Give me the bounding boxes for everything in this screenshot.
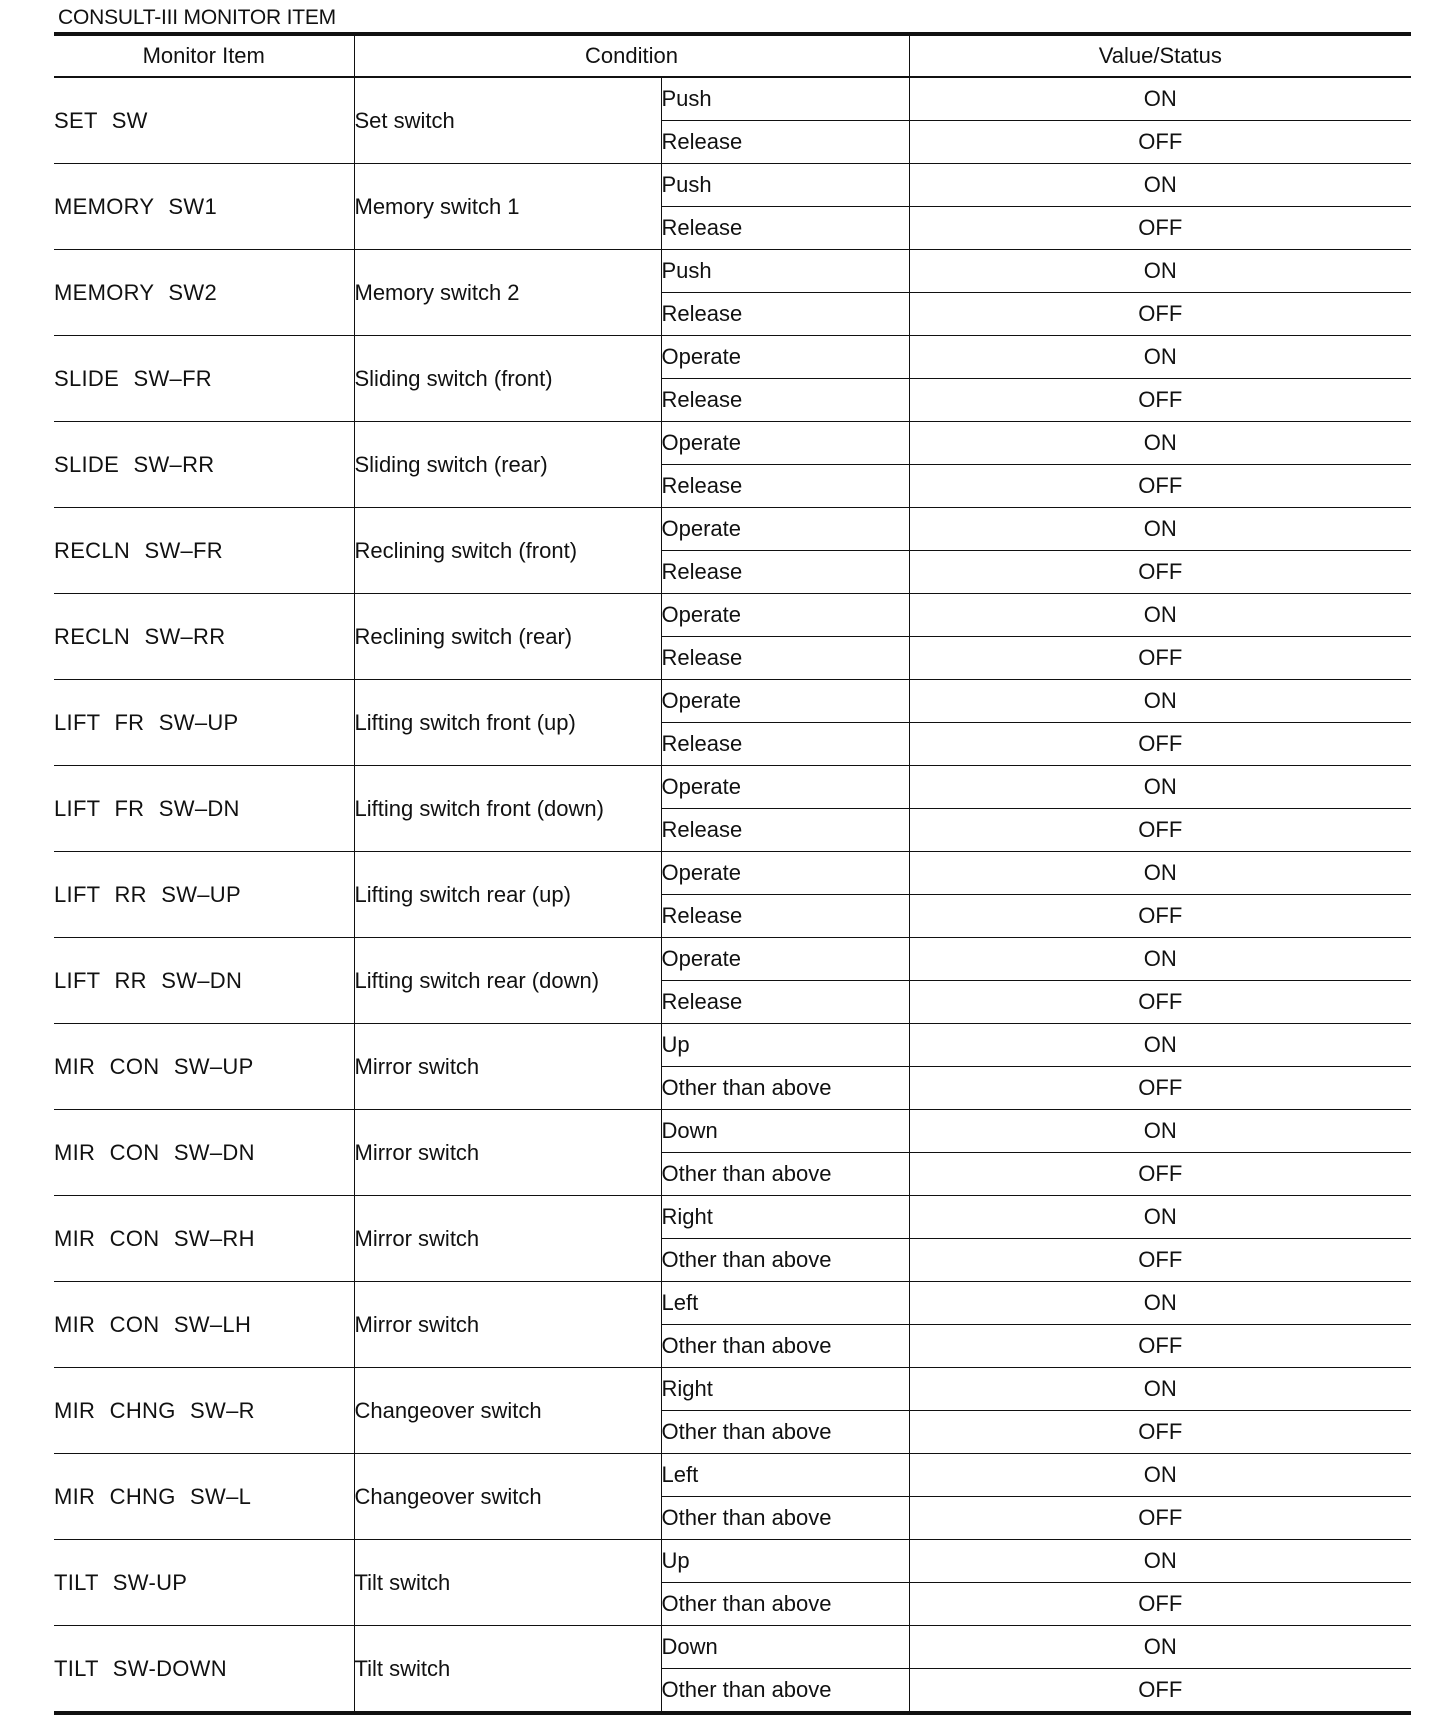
condition-state-cell: Release — [661, 293, 909, 336]
condition-state-cell: Operate — [661, 594, 909, 637]
condition-state-cell: Release — [661, 207, 909, 250]
table-row — [54, 422, 1411, 465]
monitor-item-cell: SLIDE SW–FR — [54, 336, 354, 422]
header-condition: Condition — [354, 34, 909, 77]
condition-state-cell: Other than above — [661, 1497, 909, 1540]
value-status-cell: ON — [909, 336, 1411, 379]
document-title: CONSULT-III MONITOR ITEM — [58, 6, 336, 29]
condition-state-cell: Release — [661, 121, 909, 164]
value-status-cell: ON — [909, 680, 1411, 723]
value-status-cell: ON — [909, 1626, 1411, 1669]
table-row — [54, 77, 1411, 121]
condition-state-cell: Other than above — [661, 1583, 909, 1626]
condition-state-cell: Release — [661, 465, 909, 508]
table-row — [54, 938, 1411, 981]
value-status-cell: OFF — [909, 723, 1411, 766]
table-row — [54, 336, 1411, 379]
monitor-item-cell: LIFT FR SW–UP — [54, 680, 354, 766]
value-status-cell: OFF — [909, 1239, 1411, 1282]
monitor-item-cell: LIFT RR SW–UP — [54, 852, 354, 938]
condition-cell: Memory switch 1 — [354, 164, 661, 250]
value-status-cell: ON — [909, 852, 1411, 895]
condition-cell: Changeover switch — [354, 1368, 661, 1454]
condition-state-cell: Right — [661, 1368, 909, 1411]
condition-state-cell: Release — [661, 981, 909, 1024]
condition-cell: Mirror switch — [354, 1024, 661, 1110]
value-status-cell: OFF — [909, 121, 1411, 164]
condition-state-cell: Release — [661, 723, 909, 766]
value-status-cell: ON — [909, 508, 1411, 551]
value-status-cell: ON — [909, 250, 1411, 293]
table-row — [54, 594, 1411, 637]
condition-cell: Reclining switch (front) — [354, 508, 661, 594]
condition-cell: Lifting switch rear (down) — [354, 938, 661, 1024]
header-monitor-item: Monitor Item — [54, 34, 354, 77]
condition-cell: Sliding switch (front) — [354, 336, 661, 422]
value-status-cell: OFF — [909, 207, 1411, 250]
condition-state-cell: Release — [661, 551, 909, 594]
condition-cell: Tilt switch — [354, 1626, 661, 1714]
table-body — [54, 77, 1411, 1713]
monitor-item-cell: LIFT FR SW–DN — [54, 766, 354, 852]
condition-cell: Lifting switch rear (up) — [354, 852, 661, 938]
value-status-cell: OFF — [909, 809, 1411, 852]
monitor-item-cell: MIR CON SW–UP — [54, 1024, 354, 1110]
monitor-item-cell: MIR CON SW–DN — [54, 1110, 354, 1196]
condition-state-cell: Up — [661, 1540, 909, 1583]
value-status-cell: ON — [909, 1368, 1411, 1411]
header-value-status: Value/Status — [909, 34, 1411, 77]
condition-cell: Tilt switch — [354, 1540, 661, 1626]
table-row — [54, 1454, 1411, 1497]
monitor-item-cell: SLIDE SW–RR — [54, 422, 354, 508]
condition-cell: Mirror switch — [354, 1196, 661, 1282]
monitor-item-cell: MIR CON SW–RH — [54, 1196, 354, 1282]
monitor-item-cell: MIR CHNG SW–R — [54, 1368, 354, 1454]
value-status-cell: ON — [909, 1540, 1411, 1583]
condition-cell: Lifting switch front (up) — [354, 680, 661, 766]
condition-state-cell: Release — [661, 637, 909, 680]
monitor-item-cell: MIR CON SW–LH — [54, 1282, 354, 1368]
value-status-cell: OFF — [909, 551, 1411, 594]
table-row — [54, 1282, 1411, 1325]
value-status-cell: OFF — [909, 1497, 1411, 1540]
table-row — [54, 1540, 1411, 1583]
condition-cell: Memory switch 2 — [354, 250, 661, 336]
monitor-item-cell: LIFT RR SW–DN — [54, 938, 354, 1024]
condition-cell: Mirror switch — [354, 1282, 661, 1368]
table-row — [54, 1196, 1411, 1239]
value-status-cell: OFF — [909, 1325, 1411, 1368]
condition-state-cell: Operate — [661, 508, 909, 551]
value-status-cell: OFF — [909, 1153, 1411, 1196]
value-status-cell: OFF — [909, 1669, 1411, 1714]
value-status-cell: ON — [909, 1110, 1411, 1153]
value-status-cell: OFF — [909, 1411, 1411, 1454]
value-status-cell: ON — [909, 164, 1411, 207]
condition-state-cell: Down — [661, 1110, 909, 1153]
monitor-item-cell: MEMORY SW1 — [54, 164, 354, 250]
condition-state-cell: Other than above — [661, 1411, 909, 1454]
condition-state-cell: Push — [661, 164, 909, 207]
monitor-item-cell: RECLN SW–FR — [54, 508, 354, 594]
value-status-cell: ON — [909, 422, 1411, 465]
value-status-cell: OFF — [909, 379, 1411, 422]
value-status-cell: OFF — [909, 637, 1411, 680]
value-status-cell: OFF — [909, 465, 1411, 508]
value-status-cell: ON — [909, 766, 1411, 809]
table-row — [54, 1626, 1411, 1669]
table-row — [54, 250, 1411, 293]
condition-state-cell: Operate — [661, 938, 909, 981]
condition-state-cell: Operate — [661, 852, 909, 895]
condition-state-cell: Other than above — [661, 1153, 909, 1196]
value-status-cell: ON — [909, 1454, 1411, 1497]
table-row — [54, 852, 1411, 895]
condition-cell: Set switch — [354, 77, 661, 164]
value-status-cell: ON — [909, 1024, 1411, 1067]
condition-state-cell: Operate — [661, 422, 909, 465]
value-status-cell: OFF — [909, 981, 1411, 1024]
table-row — [54, 766, 1411, 809]
monitor-item-cell: RECLN SW–RR — [54, 594, 354, 680]
condition-cell: Sliding switch (rear) — [354, 422, 661, 508]
condition-cell: Mirror switch — [354, 1110, 661, 1196]
monitor-item-cell: TILT SW-DOWN — [54, 1626, 354, 1714]
condition-state-cell: Release — [661, 809, 909, 852]
value-status-cell: ON — [909, 1282, 1411, 1325]
condition-state-cell: Down — [661, 1626, 909, 1669]
monitor-item-cell: TILT SW-UP — [54, 1540, 354, 1626]
value-status-cell: OFF — [909, 1583, 1411, 1626]
monitor-item-cell: MIR CHNG SW–L — [54, 1454, 354, 1540]
monitor-item-table — [54, 32, 1411, 1715]
condition-state-cell: Operate — [661, 336, 909, 379]
condition-state-cell: Release — [661, 895, 909, 938]
table-row — [54, 1110, 1411, 1153]
condition-cell: Lifting switch front (down) — [354, 766, 661, 852]
condition-cell: Reclining switch (rear) — [354, 594, 661, 680]
table-row — [54, 1024, 1411, 1067]
condition-state-cell: Operate — [661, 680, 909, 723]
value-status-cell: ON — [909, 938, 1411, 981]
condition-state-cell: Operate — [661, 766, 909, 809]
condition-state-cell: Other than above — [661, 1067, 909, 1110]
condition-state-cell: Push — [661, 77, 909, 121]
condition-state-cell: Other than above — [661, 1669, 909, 1714]
condition-state-cell: Left — [661, 1282, 909, 1325]
header-row — [54, 34, 1411, 77]
condition-state-cell: Left — [661, 1454, 909, 1497]
monitor-item-cell: SET SW — [54, 77, 354, 164]
table-row — [54, 1368, 1411, 1411]
condition-state-cell: Other than above — [661, 1239, 909, 1282]
value-status-cell: OFF — [909, 1067, 1411, 1110]
condition-state-cell: Release — [661, 379, 909, 422]
table-row — [54, 508, 1411, 551]
monitor-item-cell: MEMORY SW2 — [54, 250, 354, 336]
value-status-cell: OFF — [909, 895, 1411, 938]
value-status-cell: OFF — [909, 293, 1411, 336]
value-status-cell: ON — [909, 77, 1411, 121]
table-row — [54, 680, 1411, 723]
value-status-cell: ON — [909, 594, 1411, 637]
condition-cell: Changeover switch — [354, 1454, 661, 1540]
table-row — [54, 164, 1411, 207]
condition-state-cell: Right — [661, 1196, 909, 1239]
condition-state-cell: Up — [661, 1024, 909, 1067]
condition-state-cell: Push — [661, 250, 909, 293]
value-status-cell: ON — [909, 1196, 1411, 1239]
condition-state-cell: Other than above — [661, 1325, 909, 1368]
